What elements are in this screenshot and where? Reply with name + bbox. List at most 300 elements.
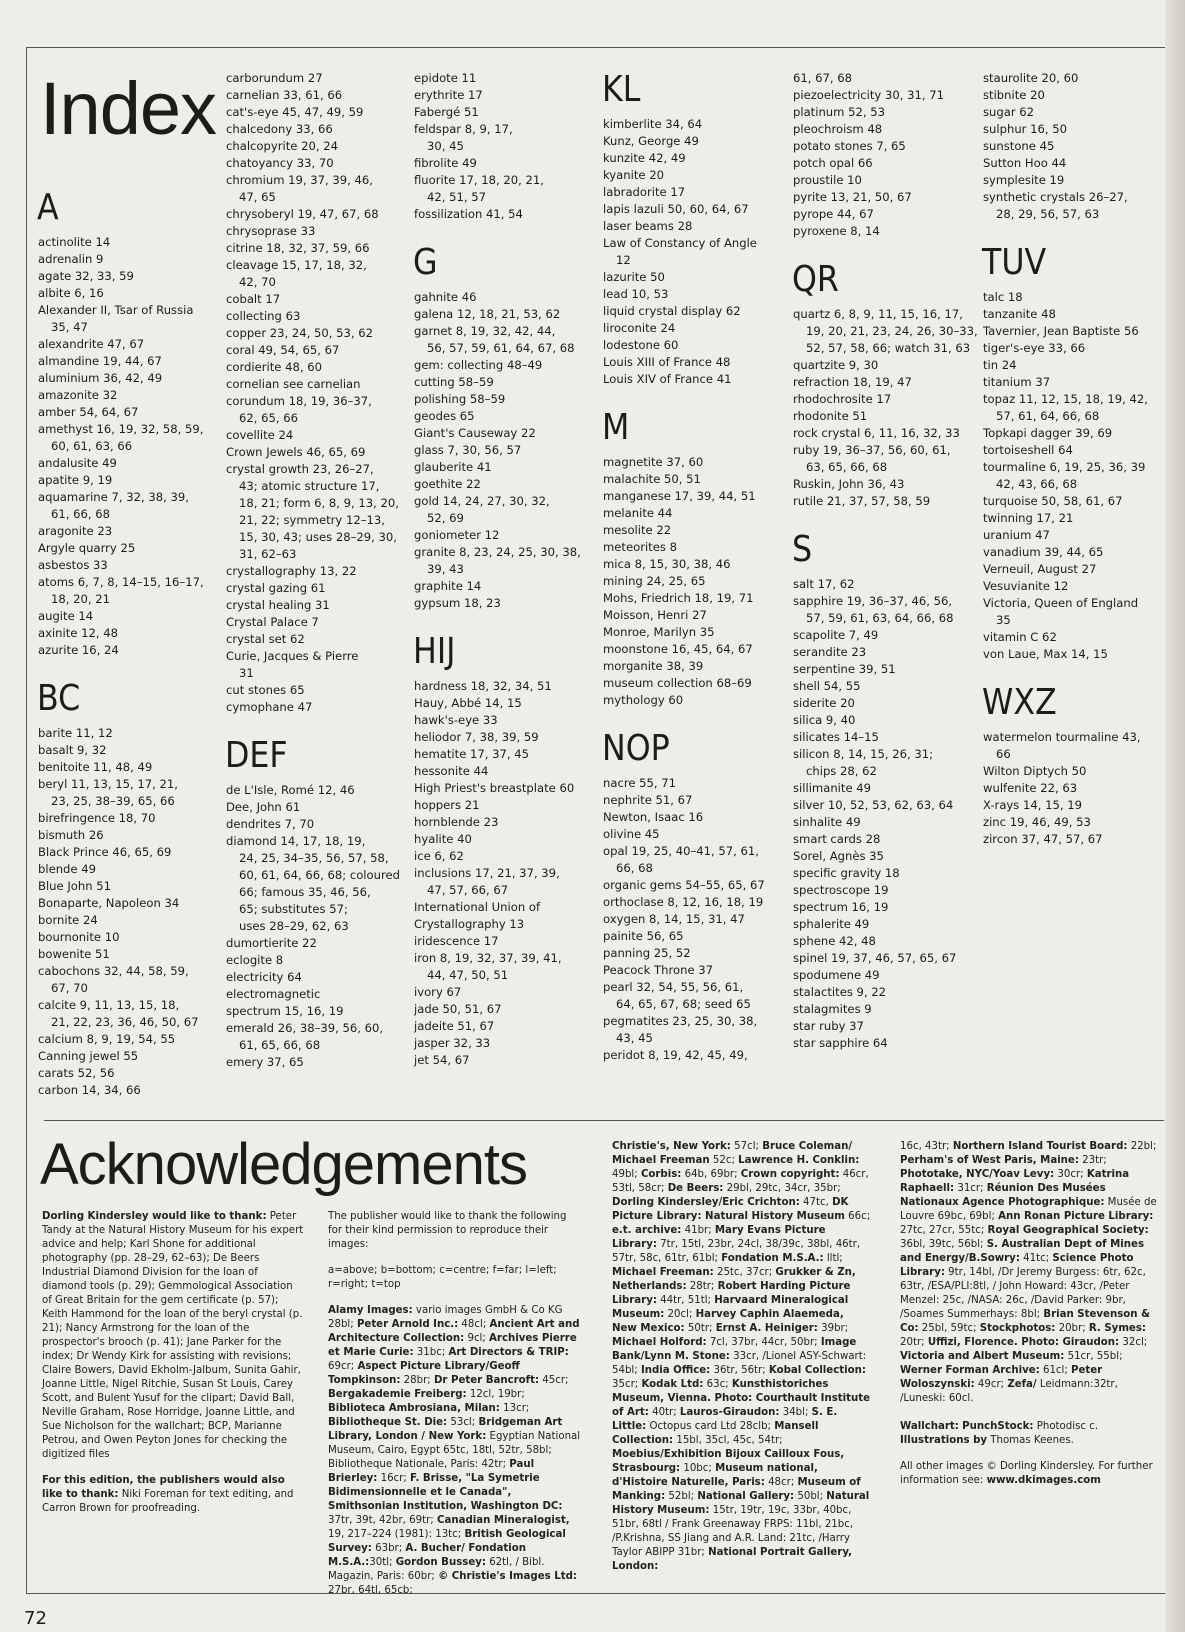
index-section-heading: BC: [37, 678, 81, 719]
index-entry: chips 28, 62: [806, 764, 877, 778]
index-entry: sapphire 19, 36–37, 46, 56,: [793, 594, 953, 608]
index-section-heading: KL: [602, 69, 641, 110]
index-entry: sugar 62: [983, 105, 1035, 119]
index-entry: piezoelectricity 30, 31, 71: [793, 88, 944, 102]
index-entry: mica 8, 15, 30, 38, 46: [603, 557, 731, 571]
index-entry: 21, 22; symmetry 12–13,: [239, 513, 385, 527]
credit-text: 30cr;: [1054, 1169, 1087, 1180]
index-entry: 66; famous 35, 46, 56,: [239, 885, 371, 899]
index-entry: 61, 65, 66, 68: [239, 1038, 321, 1052]
credit-text: 45cr;: [539, 1375, 569, 1386]
index-entry: spodumene 49: [793, 968, 880, 982]
index-entry: gahnite 46: [414, 290, 477, 304]
index-entry: Giant's Causeway 22: [414, 426, 536, 440]
index-entry: 24, 25, 34–35, 56, 57, 58,: [239, 851, 389, 865]
credit-source: Museum national, d'Histoire Naturelle, Paris:: [612, 1463, 818, 1488]
credit-source: Réunion Des Musées Nationaux Agence Photographique:: [900, 1183, 1106, 1208]
index-entry: Curie, Jacques & Pierre: [226, 649, 359, 663]
credit-text: 51cr, 55bl;: [1064, 1351, 1123, 1362]
index-entry: zircon 37, 47, 57, 67: [983, 832, 1103, 846]
index-entry: orthoclase 8, 12, 16, 18, 19: [603, 895, 764, 909]
credit-text: 31cr;: [954, 1183, 987, 1194]
index-entry: Crystallography 13: [414, 917, 525, 931]
credit-source: Christie's, New York:: [612, 1141, 731, 1152]
credit-source: Lauros-Giraudon:: [679, 1407, 780, 1418]
index-entry: nephrite 51, 67: [603, 793, 693, 807]
index-entry: sinhalite 49: [793, 815, 861, 829]
index-entry: crystal set 62: [226, 632, 305, 646]
index-entry: quartz 6, 8, 9, 11, 15, 16, 17,: [793, 307, 963, 321]
index-entry: hyalite 40: [414, 832, 472, 846]
index-entry: Newton, Isaac 16: [603, 810, 704, 824]
index-entry: smart cards 28: [793, 832, 881, 846]
index-entry: eclogite 8: [226, 953, 284, 967]
credit-paragraph: [900, 1420, 1162, 1448]
index-entry: coral 49, 54, 65, 67: [226, 343, 340, 357]
credit-text: 15bl, 35cl, 45c, 54tr;: [673, 1435, 783, 1446]
credit-source: Uffizi, Florence. Photo: Giraudon:: [927, 1337, 1120, 1348]
credit-source: www.dkimages.com: [986, 1475, 1101, 1486]
index-entry: calcium 8, 9, 19, 54, 55: [38, 1032, 176, 1046]
credit-source: Perham's of West Paris, Maine:: [900, 1155, 1079, 1166]
index-entry: staurolite 20, 60: [983, 71, 1079, 85]
credit-text: 16cr;: [377, 1473, 411, 1484]
index-column: [983, 70, 1155, 848]
credit-source: e.t. archive:: [612, 1225, 682, 1236]
index-entry: chromium 19, 37, 39, 46,: [226, 173, 373, 187]
index-column: [226, 70, 398, 1071]
credit-source: Werner Forman Archive:: [900, 1365, 1040, 1376]
credit-text: 31bc;: [413, 1347, 449, 1358]
index-entry: Dee, John 61: [226, 800, 301, 814]
index-entry: carats 52, 56: [38, 1066, 115, 1080]
index-entry: 61, 67, 68: [793, 71, 852, 85]
index-entry: sphalerite 49: [793, 917, 870, 931]
index-entry: titanium 37: [983, 375, 1051, 389]
index-entry: sulphur 16, 50: [983, 122, 1067, 136]
index-entry: Bonaparte, Napoleon 34: [38, 896, 180, 910]
credit-source: Bibliotheque St. Die:: [328, 1417, 448, 1428]
credit-paragraph: [612, 1140, 872, 1574]
index-entry: amethyst 16, 19, 32, 58, 59,: [38, 422, 204, 436]
index-entry: 43; atomic structure 17,: [239, 479, 380, 493]
credit-source: National Portrait Gallery, London:: [612, 1547, 853, 1572]
credit-text: 48cl;: [458, 1319, 490, 1330]
credit-source: Brian Stevenson & Co:: [900, 1309, 1150, 1334]
credit-source: Lawrence H. Conklin:: [738, 1155, 860, 1166]
page-number: 72: [24, 1608, 47, 1629]
index-entry: hawk's-eye 33: [414, 713, 498, 727]
credit-text: 7cl, 37br, 44cr, 50br;: [706, 1337, 821, 1348]
credit-text: 36tr, 56tr;: [710, 1365, 769, 1376]
index-entry: carborundum 27: [226, 71, 323, 85]
credit-source: Katrina Raphaell:: [900, 1169, 1130, 1194]
index-entry: hematite 17, 37, 45: [414, 747, 530, 761]
index-entry: 52, 69: [427, 511, 464, 525]
credit-source: Royal Geographical Society:: [987, 1225, 1149, 1236]
credit-source: British Geological Survey:: [328, 1529, 566, 1554]
index-entry: pegmatites 23, 25, 30, 38,: [603, 1014, 758, 1028]
credit-source: Moebius/Exhibition Bijoux Cailloux Fous, Strasbourg:: [612, 1449, 845, 1474]
index-entry: 12: [616, 253, 631, 267]
credit-text: 66c;: [844, 1211, 871, 1222]
credit-text: 53cl;: [447, 1417, 479, 1428]
index-entry: symplesite 19: [983, 173, 1065, 187]
credit-text: 63c;: [703, 1379, 732, 1390]
index-entry: siderite 20: [793, 696, 855, 710]
index-entry: barite 11, 12: [38, 726, 113, 740]
index-entry: 42, 43, 66, 68: [996, 477, 1078, 491]
credit-text: lltl;: [823, 1253, 843, 1264]
acknowledgements-column: [328, 1210, 582, 1610]
credit-text: vario images GmbH & Co KG 28bl;: [328, 1305, 563, 1330]
index-entry: jadeite 51, 67: [414, 1019, 495, 1033]
credit-text: 9tr, 14bl, /Dr Jeremy Burgess: 6tr, 62c, 63tr, /ESA/PLI:8tl, / John Howard: 43cr, /Peter Menzel: 25c, /NASA: 26c, /David Parker: 9br, /Soames Summerhays: 8bl;: [900, 1267, 1146, 1320]
index-entry: cutting 58–59: [414, 375, 494, 389]
index-entry: 35, 47: [51, 320, 88, 334]
credit-text: Niki Foreman for text editing, and Carron Brown for proofreading.: [42, 1489, 294, 1514]
index-entry: Sorel, Agnès 35: [793, 849, 884, 863]
index-entry: uranium 47: [983, 528, 1050, 542]
credit-text: 20tr;: [900, 1337, 928, 1348]
index-entry: 39, 43: [427, 562, 464, 576]
index-entry: cabochons 32, 44, 58, 59,: [38, 964, 189, 978]
credit-text: 49bl;: [612, 1169, 641, 1180]
index-entry: gypsum 18, 23: [414, 596, 501, 610]
index-section-heading: NOP: [602, 728, 670, 769]
index-entry: 30, 45: [427, 139, 464, 153]
index-entry: twinning 17, 21: [983, 511, 1074, 525]
credit-text: 46cr, 53tl, 58cr;: [612, 1169, 869, 1194]
index-entry: meteorites 8: [603, 540, 677, 554]
credit-source: Science Photo Library:: [900, 1253, 1134, 1278]
index-entry: hornblende 23: [414, 815, 499, 829]
index-entry: pearl 32, 54, 55, 56, 61,: [603, 980, 744, 994]
index-entry: 43, 45: [616, 1031, 653, 1045]
credit-source: Archives Pierre et Marie Curie:: [328, 1333, 577, 1358]
index-entry: chatoyancy 33, 70: [226, 156, 334, 170]
index-section-heading: G: [413, 242, 438, 283]
index-entry: hardness 18, 32, 34, 51: [414, 679, 552, 693]
credit-text: 48cr;: [764, 1477, 798, 1488]
index-entry: copper 23, 24, 50, 53, 62: [226, 326, 374, 340]
index-entry: covellite 24: [226, 428, 294, 442]
index-entry: cymophane 47: [226, 700, 313, 714]
credit-source: Bergakademie Freiberg:: [328, 1389, 467, 1400]
credit-source: Mary Evans Picture Library:: [612, 1225, 826, 1250]
index-entry: 28, 29, 56, 57, 63: [996, 207, 1100, 221]
index-entry: de L'Isle, Romé 12, 46: [226, 783, 355, 797]
index-entry: granite 8, 23, 24, 25, 30, 38,: [414, 545, 581, 559]
index-entry: albite 6, 16: [38, 286, 104, 300]
index-entry: bornite 24: [38, 913, 98, 927]
index-entry: Law of Constancy of Angle: [603, 236, 757, 250]
credit-source: S. E. Little:: [612, 1407, 838, 1432]
index-entry: melanite 44: [603, 506, 673, 520]
index-column: [603, 70, 775, 1064]
index-entry: 44, 47, 50, 51: [427, 968, 509, 982]
index-entry: Moisson, Henri 27: [603, 608, 707, 622]
index-entry: polishing 58–59: [414, 392, 506, 406]
index-entry: Hauy, Abbé 14, 15: [414, 696, 522, 710]
index-entry: almandine 19, 44, 67: [38, 354, 162, 368]
index-entry: X-rays 14, 15, 19: [983, 798, 1083, 812]
index-entry: jasper 32, 33: [414, 1036, 491, 1050]
credit-text: 7tr, 15tl, 23br, 24cl, 38/39c, 38bl, 46tr, 57tr, 58c, 61tr, 61bl;: [612, 1239, 861, 1264]
credit-source: Michael Freeman:: [612, 1267, 714, 1278]
credit-text: 52c;: [709, 1155, 739, 1166]
credit-paragraph: [328, 1210, 582, 1252]
index-entry: lead 10, 53: [603, 287, 669, 301]
index-entry: morganite 38, 39: [603, 659, 704, 673]
index-entry: mythology 60: [603, 693, 684, 707]
index-entry: actinolite 14: [38, 235, 111, 249]
index-entry: 60, 61, 63, 66: [51, 439, 133, 453]
credit-text: 13cr;: [499, 1403, 530, 1414]
index-entry: Kunz, George 49: [603, 134, 699, 148]
credit-text: 33cr, /Lionel ASY-Schwart: 54bl;: [612, 1351, 867, 1376]
index-entry: Black Prince 46, 65, 69: [38, 845, 172, 859]
index-entry: topaz 11, 12, 15, 18, 19, 42,: [983, 392, 1148, 406]
index-column: [792, 70, 978, 1052]
index-entry: tortoiseshell 64: [983, 443, 1073, 457]
index-entry: 57, 59, 61, 63, 64, 66, 68: [806, 611, 954, 625]
index-entry: gold 14, 24, 27, 30, 32,: [414, 494, 550, 508]
index-entry: rock crystal 6, 11, 16, 32, 33: [793, 426, 960, 440]
index-entry: 35: [996, 613, 1011, 627]
credit-source: Fondation M.S.A.:: [721, 1253, 824, 1264]
index-entry: talc 18: [983, 290, 1023, 304]
credit-text: 25tc, 37cr;: [713, 1267, 776, 1278]
index-entry: Vesuvianite 12: [983, 579, 1069, 593]
index-entry: International Union of: [414, 900, 541, 914]
index-entry: crystal gazing 61: [226, 581, 326, 595]
credit-text: 27br, 64tl, 65cb;: [328, 1585, 413, 1596]
index-entry: 31: [239, 666, 254, 680]
index-entry: 47, 65: [239, 190, 276, 204]
index-entry: potato stones 7, 65: [793, 139, 906, 153]
index-entry: atoms 6, 7, 8, 14–15, 16–17,: [38, 575, 204, 589]
credit-paragraph: [900, 1460, 1162, 1488]
index-entry: pyrope 44, 67: [793, 207, 874, 221]
index-entry: sphene 42, 48: [793, 934, 876, 948]
index-entry: 52, 57, 58, 66; watch 31, 63: [806, 341, 971, 355]
index-entry: augite 14: [38, 609, 94, 623]
credit-source: Harvey Caphin Alaemeda, New Mexico:: [612, 1309, 844, 1334]
credit-source: Phototake, NYC/Yoav Levy:: [900, 1169, 1055, 1180]
index-entry: cat's-eye 45, 47, 49, 59: [226, 105, 364, 119]
index-entry: synthetic crystals 26–27,: [983, 190, 1128, 204]
index-entry: alexandrite 47, 67: [38, 337, 145, 351]
acknowledgements-column: [42, 1210, 304, 1528]
credit-source: Natural History Museum:: [612, 1491, 870, 1516]
credit-text: 27tc, 27cr, 55tc;: [900, 1225, 988, 1236]
index-column: [38, 168, 210, 1099]
index-column: [414, 70, 586, 1069]
credit-text: 9cl;: [464, 1333, 490, 1344]
index-entry: chrysoprase 33: [226, 224, 316, 238]
index-entry: 23, 25, 38–39, 65, 66: [51, 794, 175, 808]
credit-source: Grukker & Zn, Netherlands:: [612, 1267, 856, 1292]
credit-text: 28tr;: [686, 1281, 718, 1292]
index-entry: erythrite 17: [414, 88, 483, 102]
index-section-heading: M: [602, 407, 630, 448]
index-entry: emery 37, 65: [226, 1055, 304, 1069]
index-entry: ivory 67: [414, 985, 462, 999]
index-entry: wulfenite 22, 63: [983, 781, 1078, 795]
index-entry: iridescence 17: [414, 934, 499, 948]
index-entry: stalactites 9, 22: [793, 985, 887, 999]
index-entry: 19, 20, 21, 23, 24, 26, 30–33,: [806, 324, 978, 338]
index-entry: silica 9, 40: [793, 713, 856, 727]
index-entry: graphite 14: [414, 579, 482, 593]
index-entry: proustile 10: [793, 173, 862, 187]
credit-text: 37tr, 39t, 42br, 69tr;: [328, 1515, 437, 1526]
acknowledgements-column: [900, 1140, 1162, 1500]
index-entry: von Laue, Max 14, 15: [983, 647, 1108, 661]
credit-source: National Gallery:: [697, 1491, 795, 1502]
credit-source: Kodak Ltd:: [641, 1379, 704, 1390]
credit-source: Illustrations by: [900, 1435, 988, 1446]
index-entry: liroconite 24: [603, 321, 676, 335]
credit-text: 29bl, 29tc, 34cr, 35br;: [723, 1183, 841, 1194]
credit-text: The publisher would like to thank the following for their kind permission to reproduce their images:: [328, 1211, 567, 1250]
index-entry: liquid crystal display 62: [603, 304, 741, 318]
index-entry: museum collection 68–69: [603, 676, 752, 690]
index-entry: Canning jewel 55: [38, 1049, 139, 1063]
index-entry: epidote 11: [414, 71, 477, 85]
index-entry: 15, 30, 43; uses 28–29, 30,: [239, 530, 397, 544]
credit-source: Corbis:: [640, 1169, 682, 1180]
index-entry: dumortierite 22: [226, 936, 317, 950]
index-section-heading: HIJ: [413, 631, 456, 672]
credit-text: 64b, 69br;: [681, 1169, 741, 1180]
acknowledgements-column: [612, 1140, 872, 1586]
index-entry: pyroxene 8, 14: [793, 224, 880, 238]
page-edge: [1165, 0, 1185, 1632]
index-section-heading: A: [37, 187, 59, 228]
index-entry: hoppers 21: [414, 798, 480, 812]
index-entry: olivine 45: [603, 827, 660, 841]
index-entry: Blue John 51: [38, 879, 111, 893]
index-entry: painite 56, 65: [603, 929, 684, 943]
index-entry: labradorite 17: [603, 185, 686, 199]
index-entry: corundum 18, 19, 36–37,: [226, 394, 372, 408]
index-entry: 61, 66, 68: [51, 507, 110, 521]
credit-text: 50tr;: [684, 1323, 716, 1334]
index-entry: spectroscope 19: [793, 883, 889, 897]
index-entry: scapolite 7, 49: [793, 628, 879, 642]
index-entry: Louis XIII of France 48: [603, 355, 731, 369]
index-entry: Ruskin, John 36, 43: [793, 477, 905, 491]
credit-text: 52bl;: [665, 1491, 698, 1502]
credit-source: PunchStock:: [962, 1421, 1034, 1432]
credit-text: 41tc;: [1019, 1253, 1053, 1264]
index-entry: nacre 55, 71: [603, 776, 677, 790]
index-entry: High Priest's breastplate 60: [414, 781, 575, 795]
credit-text: 47tc,: [799, 1197, 833, 1208]
credit-text: 36bl, 39tc, 56bl;: [900, 1239, 987, 1250]
credit-source: Art Directors & TRIP:: [448, 1347, 569, 1358]
index-entry: 42, 70: [239, 275, 276, 289]
credit-source: Ernst A. Heiniger:: [715, 1323, 818, 1334]
index-entry: lodestone 60: [603, 338, 679, 352]
credit-source: R. Symes:: [1088, 1323, 1146, 1334]
index-entry: chrysoberyl 19, 47, 67, 68: [226, 207, 379, 221]
index-entry: calcite 9, 11, 13, 15, 18,: [38, 998, 180, 1012]
credit-text: 69cr;: [328, 1361, 358, 1372]
index-entry: star ruby 37: [793, 1019, 864, 1033]
index-entry: 65; substitutes 57;: [239, 902, 348, 916]
credit-text: Egyptian National Museum, Cairo, Egypt 65tc, 18tl, 52tr, 58bl; Bibliotheque Nationale, Paris: 42tr;: [328, 1431, 581, 1470]
credit-source: Dorling Kindersley would like to thank:: [42, 1211, 267, 1222]
index-entry: dendrites 7, 70: [226, 817, 315, 831]
credit-paragraph: [328, 1264, 582, 1292]
index-entry: moonstone 16, 45, 64, 67: [603, 642, 753, 656]
credit-source: Peter Woloszynski:: [900, 1365, 1103, 1390]
credit-source: Bridgeman Art Library, London / New York:: [328, 1417, 563, 1442]
index-entry: 67, 70: [51, 981, 88, 995]
index-entry: inclusions 17, 21, 37, 39,: [414, 866, 560, 880]
index-section-heading: DEF: [225, 735, 288, 776]
index-entry: opal 19, 25, 40–41, 57, 61,: [603, 844, 759, 858]
index-entry: galena 12, 18, 21, 53, 62: [414, 307, 561, 321]
index-entry: Fabergé 51: [414, 105, 479, 119]
index-entry: 31, 62–63: [239, 547, 297, 561]
index-entry: 62, 65, 66: [239, 411, 298, 425]
credit-text: 35cr;: [612, 1379, 642, 1390]
index-entry: pleochroism 48: [793, 122, 883, 136]
index-entry: iron 8, 19, 32, 37, 39, 41,: [414, 951, 562, 965]
index-entry: star sapphire 64: [793, 1036, 888, 1050]
index-entry: organic gems 54–55, 65, 67: [603, 878, 765, 892]
index-entry: electromagnetic: [226, 987, 321, 1001]
index-entry: bournonite 10: [38, 930, 120, 944]
credit-text: 62tl, / Bibl. Magazin, Paris: 60br;: [328, 1557, 545, 1582]
index-entry: glauberite 41: [414, 460, 492, 474]
credit-text: Musée de Louvre 69bc, 69bl;: [900, 1197, 1157, 1222]
index-entry: 66: [996, 747, 1011, 761]
index-entry: benitoite 11, 48, 49: [38, 760, 153, 774]
credit-source: F. Brisse, "La Symetrie Bidimensionnelle et le Canada", Smithsonian Institution, Washington DC:: [328, 1473, 563, 1512]
index-entry: uses 28–29, 62, 63: [239, 919, 349, 933]
index-entry: mesolite 22: [603, 523, 672, 537]
index-entry: stibnite 20: [983, 88, 1045, 102]
index-entry: crystallography 13, 22: [226, 564, 357, 578]
index-entry: goethite 22: [414, 477, 481, 491]
credit-source: © Christie's Images Ltd:: [438, 1571, 577, 1582]
credit-source: Ann Ronan Picture Library:: [998, 1211, 1154, 1222]
credit-text: 39br;: [817, 1323, 849, 1334]
credit-text: 28br;: [400, 1375, 434, 1386]
index-entry: agate 32, 33, 59: [38, 269, 134, 283]
index-entry: diamond 14, 17, 18, 19,: [226, 834, 366, 848]
credit-source: Museum of Manking:: [612, 1477, 861, 1502]
credit-text: 20cl;: [664, 1309, 696, 1320]
credit-text: 12cl, 19br;: [466, 1389, 525, 1400]
credit-paragraph: [42, 1210, 304, 1462]
index-entry: silver 10, 52, 53, 62, 63, 64: [793, 798, 954, 812]
index-entry: bowenite 51: [38, 947, 110, 961]
credit-source: Bruce Coleman/ Michael Freeman: [612, 1141, 853, 1166]
index-entry: 21, 22, 23, 36, 46, 50, 67: [51, 1015, 199, 1029]
credit-source: Dr Peter Bancroft:: [433, 1375, 540, 1386]
section-divider: [44, 1120, 1164, 1121]
index-entry: carnelian 33, 61, 66: [226, 88, 343, 102]
index-entry: 64, 65, 67, 68; seed 65: [616, 997, 751, 1011]
index-entry: asbestos 33: [38, 558, 108, 572]
credit-source: S. Australian Dept of Mines and Energy/B.Sowry:: [900, 1239, 1145, 1264]
